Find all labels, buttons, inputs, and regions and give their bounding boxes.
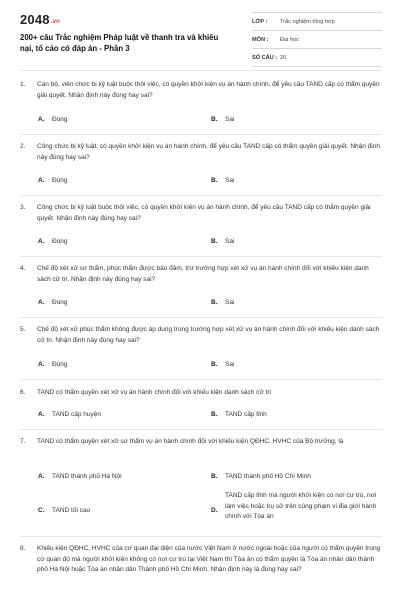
question-text: TAND có thẩm quyền xét xử vụ án hành chính đối với khiếu kiện danh sách cử tri xyxy=(37,389,271,396)
question-number: 3. xyxy=(20,204,26,211)
answer-option[interactable] xyxy=(211,472,311,483)
answer-letter: B. xyxy=(211,116,218,123)
question-text: Chế độ xét xử phúc thẩm không được áp dụng trong trường hợp xét xử vụ án hành chính đối với khiếu kiện danh sách cử tri. Nhận định này đúng hay sai? xyxy=(37,326,380,344)
answer-letter: D. xyxy=(211,507,218,514)
answer-text: Sai xyxy=(225,116,235,123)
document-title: 200+ câu Trắc nghiệm Pháp luật về thanh tra và khiếu nại, tố cáo có đáp án - Phần 3 xyxy=(20,33,219,53)
answer-letter: B. xyxy=(211,361,218,368)
question-text: Chế độ xét xử sơ thẩm, phúc thẩm được bảo đảm, trừ trường hợp xét xử vụ án hành chính đối với khiếu kiện danh sách cử tri. Nhận định này đúng hay sai? xyxy=(37,265,369,283)
logo-main: 2048 xyxy=(20,12,50,27)
answer-letter: B. xyxy=(211,411,218,418)
header xyxy=(0,0,400,66)
logo-tld: .vn xyxy=(50,19,61,25)
answer-option[interactable] xyxy=(211,115,234,126)
answer-option[interactable] xyxy=(38,298,68,309)
question-6 xyxy=(20,388,382,399)
answer-option[interactable] xyxy=(38,115,68,126)
answer-option[interactable] xyxy=(38,176,68,187)
answer-text: TAND cấp huyện xyxy=(52,411,102,418)
answer-option[interactable] xyxy=(211,176,234,187)
question-number: 7. xyxy=(20,438,26,445)
answer-text: Sai xyxy=(225,299,235,306)
answer-option[interactable] xyxy=(211,298,234,309)
question-1 xyxy=(20,80,382,101)
answer-text: Đúng xyxy=(52,299,68,306)
meta-table xyxy=(252,12,382,67)
divider xyxy=(20,379,382,380)
answer-text: Sai xyxy=(225,238,235,245)
meta-key: LỚP : xyxy=(252,18,268,25)
meta-row-class xyxy=(252,12,382,31)
meta-value: 20 xyxy=(280,54,287,61)
question-7 xyxy=(20,437,382,448)
answer-text: TAND cấp tỉnh xyxy=(225,411,267,418)
divider xyxy=(20,256,382,257)
meta-key: MÔN : xyxy=(252,36,269,43)
answer-text: TAND thành phố Hà Nội xyxy=(52,473,122,480)
answer-text: Đúng xyxy=(52,116,68,123)
answer-text: TAND tối cao xyxy=(52,507,91,514)
question-text: Công chức bị kỷ luật, có quyền khởi kiện vụ án hành chính, để yêu cầu TAND cấp có thẩm quyền giải quyết. Nhận định này đúng hay sai? xyxy=(37,143,380,161)
meta-row-count xyxy=(252,49,382,67)
answer-letter: A. xyxy=(38,177,45,184)
answer-option[interactable] xyxy=(38,360,68,371)
answer-text: TAND cấp tỉnh mà người khởi kiện có nơi cư trú, nơi làm việc hoặc trụ sở trên cùng phạm vi địa giới hành chính với Tòa án xyxy=(225,492,377,520)
question-number: 4. xyxy=(20,265,26,272)
answer-letter: A. xyxy=(38,361,45,368)
divider xyxy=(20,134,382,135)
answer-option[interactable] xyxy=(38,472,122,483)
answer-letter: B. xyxy=(211,177,218,184)
answer-letter: C. xyxy=(38,507,45,514)
divider xyxy=(20,536,382,537)
answer-option[interactable] xyxy=(38,410,101,421)
answer-text: Đúng xyxy=(52,361,68,368)
question-number: 2. xyxy=(20,143,26,150)
answer-letter: A. xyxy=(38,473,45,480)
answer-text: Đúng xyxy=(52,177,68,184)
answer-letter: A. xyxy=(38,299,45,306)
question-text: Khiếu kiện QĐHC, HVHC của cơ quan đại diện của nước Việt Nam ở nước ngoài hoặc của người có thẩm quyền trong cơ quan đó mà người khởi kiện không có nơi cư trú tại Việt Nam thì Tòa án có thẩm quyền là Tòa án nhân dân thành phố Hà Nội hoặc Tòa án nhân dân Thành phố Hồ Chí Minh. Nhận định này là đúng hay sai? xyxy=(37,545,381,573)
answer-option[interactable] xyxy=(38,506,90,517)
site-logo[interactable] xyxy=(20,12,60,27)
divider xyxy=(20,429,382,430)
answer-letter: B. xyxy=(211,299,218,306)
divider xyxy=(20,317,382,318)
question-text: TAND có thẩm quyền xét xử sơ thẩm vụ án hành chính đối với khiếu kiện QĐHC, HVHC của Bộ trưởng, là xyxy=(37,438,344,445)
meta-value: Trắc nghiệm tổng hợp xyxy=(280,18,335,25)
meta-value: Đại học xyxy=(280,36,299,43)
question-number: 8. xyxy=(20,545,26,552)
answer-letter: A. xyxy=(38,411,45,418)
answer-letter: B. xyxy=(211,238,218,245)
divider xyxy=(20,195,382,196)
answer-option[interactable] xyxy=(211,410,267,421)
meta-key: SỐ CÂU : xyxy=(252,54,278,61)
answer-option[interactable] xyxy=(38,237,68,248)
question-4 xyxy=(20,264,382,285)
answer-option[interactable] xyxy=(211,360,234,371)
question-number: 6. xyxy=(20,389,26,396)
question-text: Cán bộ, viên chức bị kỷ luật buộc thôi việc, có quyền khởi kiện vụ án hành chính, để yêu cầu TAND cấp có thẩm quyền giải quyết. Nhận định này đúng hay sai? xyxy=(37,81,380,99)
answer-option[interactable] xyxy=(211,491,381,523)
question-number: 1. xyxy=(20,81,26,88)
answer-letter: B. xyxy=(211,473,218,480)
answer-text: Sai xyxy=(225,361,235,368)
meta-row-subject xyxy=(252,31,382,49)
answer-letter: A. xyxy=(38,238,45,245)
answer-option[interactable] xyxy=(211,237,234,248)
question-text: Công chức bị kỷ luật buộc thôi việc, có quyền khởi kiện vụ án hành chính, để yêu cầu TAND cấp có thẩm quyền giải quyết. Nhận định này đúng hay sai? xyxy=(37,204,371,222)
question-3 xyxy=(20,203,382,224)
question-2 xyxy=(20,142,382,163)
answer-text: Đúng xyxy=(52,238,68,245)
answer-text: TAND thành phố Hồ Chí Minh xyxy=(225,473,311,480)
question-5 xyxy=(20,325,382,346)
question-8 xyxy=(20,544,382,576)
answer-text: Sai xyxy=(225,177,235,184)
divider xyxy=(20,70,382,71)
question-number: 5. xyxy=(20,326,26,333)
answer-letter: A. xyxy=(38,116,45,123)
